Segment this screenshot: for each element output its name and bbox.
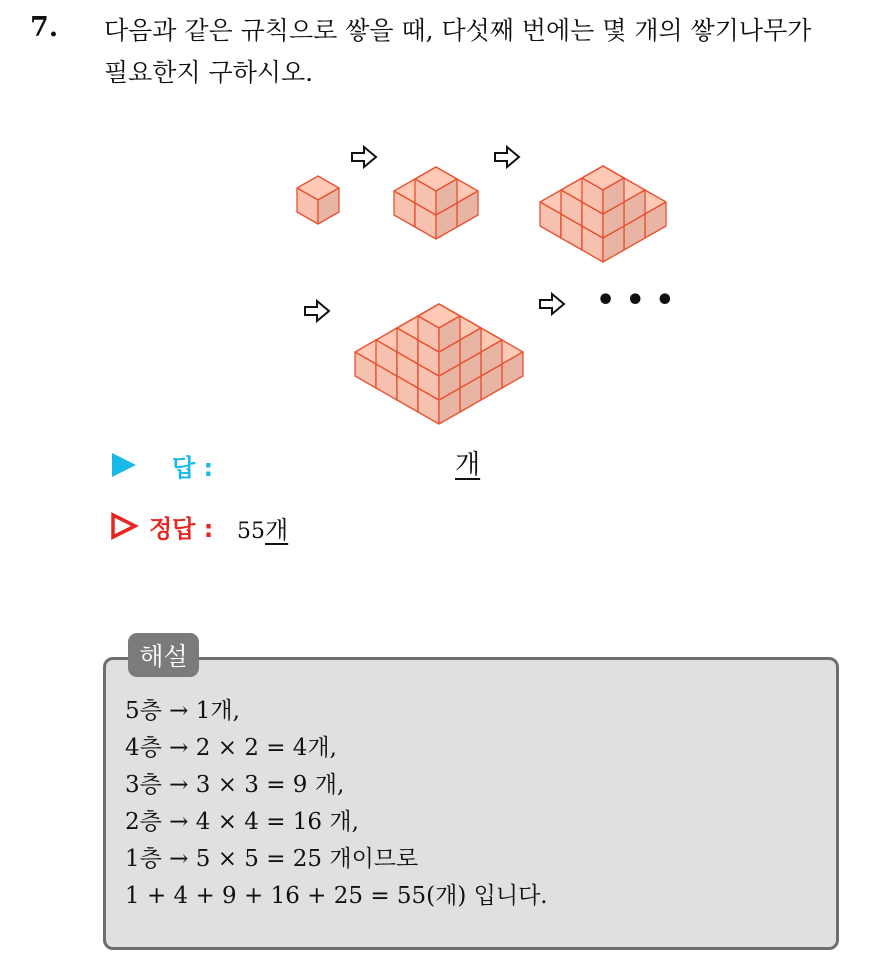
question-number: 7. [30,12,59,43]
continuation-dots: • • • [596,283,675,318]
question-text-line: 필요한지 구하시오. [104,58,314,87]
cube [297,176,339,224]
correct-answer-unit: 개 [265,516,289,544]
explanation-lines [125,693,548,915]
hollow-right-arrow-icon [352,147,376,167]
cube-stage-2 [394,167,478,239]
explanation-line: 1층 → 5 × 5 = 25 개이므로 [125,846,419,872]
cube-stage-4 [355,304,523,424]
cube-stage-1 [297,176,339,224]
explanation-line: 5층 → 1개, [125,698,240,724]
explanation-line: 4층 → 2 × 2 = 4개, [125,735,337,761]
correct-answer-label: 정답 : [149,515,214,543]
hollow-right-arrow-icon [540,294,564,314]
play-triangle-icon [110,451,140,479]
explanation-line: 2층 → 4 × 4 = 16 개, [125,809,359,835]
question-text-line: 다음과 같은 규칙으로 쌓을 때, 다섯째 번에는 몇 개의 쌓기나무가 [104,16,812,45]
explanation-line: 1 + 4 + 9 + 16 + 25 = 55(개) 입니다. [125,883,548,909]
hollow-triangle-icon [110,512,140,540]
correct-answer-value [237,510,288,545]
hollow-right-arrow-icon [495,147,519,167]
answer-unit: 개 [455,450,481,480]
explanation-tag: 해설 [128,633,199,677]
correct-answer-number: 55 [237,519,265,544]
explanation-line: 3층 → 3 × 3 = 9 개, [125,772,345,798]
cube-stage-3 [540,166,666,262]
answer-label: 답 : [172,454,214,482]
hollow-right-arrow-icon [305,301,329,321]
